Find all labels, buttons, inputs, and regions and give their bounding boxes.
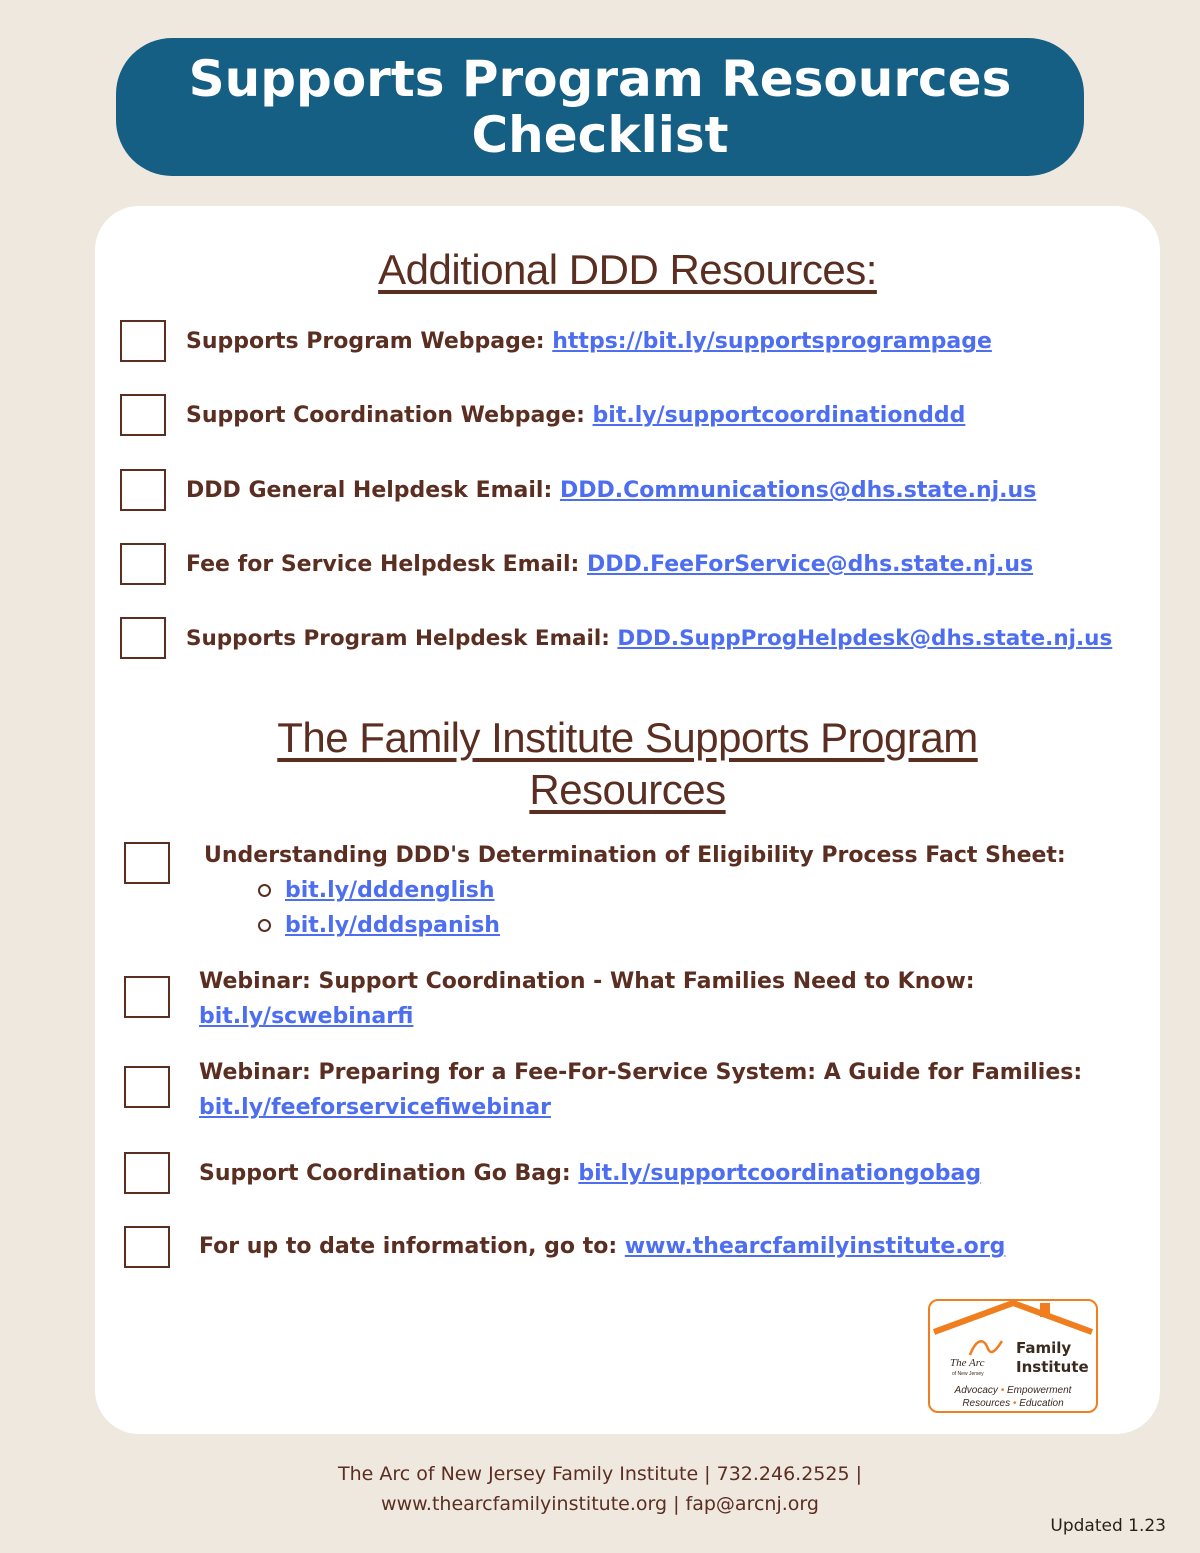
family-institute-logo: [928, 1299, 1098, 1413]
item-link[interactable]: bit.ly/supportcoordinationddd: [592, 403, 966, 428]
item-link[interactable]: bit.ly/scwebinarfi: [199, 1004, 414, 1029]
item-label: DDD General Helpdesk Email:: [186, 478, 553, 503]
item-link[interactable]: https://bit.ly/supportsprogrampage: [552, 329, 992, 354]
checklist-item: [124, 969, 975, 1034]
sub-list-item: [258, 908, 1066, 943]
logo-institute-text: Institute: [1016, 1358, 1089, 1376]
item-label: Support Coordination Webpage:: [186, 403, 585, 428]
item-label: Supports Program Helpdesk Email:: [186, 626, 610, 651]
bullet-icon: [258, 884, 271, 897]
checkbox[interactable]: [124, 1066, 170, 1108]
logo-resources: Resources: [962, 1398, 1011, 1409]
checkbox[interactable]: [124, 1226, 170, 1268]
checkbox[interactable]: [120, 320, 166, 362]
footer-line-1: The Arc of New Jersey Family Institute | 732.246.2525 |: [337, 1463, 863, 1485]
checklist-item: [124, 1226, 1005, 1268]
content-card: [95, 206, 1160, 1434]
checklist-item: [120, 394, 965, 436]
section-heading-ddd: Additional DDD Resources:: [378, 246, 877, 293]
updated-date: Updated 1.23: [1050, 1516, 1166, 1536]
checkbox[interactable]: [120, 543, 166, 585]
checklist-item: [124, 842, 1066, 943]
logo-arc-text: The Arc: [950, 1357, 985, 1369]
logo-arc-subtext: of New Jersey: [952, 1371, 984, 1377]
item-label: For up to date information, go to:: [199, 1234, 618, 1259]
logo-education: Education: [1019, 1398, 1064, 1409]
item-link[interactable]: DDD.FeeForService@dhs.state.nj.us: [586, 552, 1034, 577]
checkbox[interactable]: [120, 617, 166, 659]
checklist-item: [120, 617, 1112, 659]
item-link[interactable]: bit.ly/dddenglish: [285, 878, 495, 903]
logo-separator-icon: •: [1012, 1398, 1017, 1409]
checklist-item: [124, 1060, 1083, 1125]
item-link[interactable]: DDD.Communications@dhs.state.nj.us: [559, 478, 1037, 503]
checkbox[interactable]: [124, 842, 170, 884]
item-label: Understanding DDD's Determination of Eligibility Process Fact Sheet:: [204, 843, 1066, 868]
checkbox[interactable]: [120, 394, 166, 436]
checkbox[interactable]: [124, 1152, 170, 1194]
title-line-2: Checklist: [471, 106, 729, 164]
house-roof-icon: [928, 1299, 1098, 1339]
item-link[interactable]: bit.ly/supportcoordinationgobag: [578, 1161, 982, 1186]
item-label: Fee for Service Helpdesk Email:: [186, 552, 580, 577]
item-link[interactable]: bit.ly/feeforservicefiwebinar: [199, 1095, 551, 1120]
section-heading-line-2: Resources: [529, 766, 726, 813]
item-label: Webinar: Support Coordination - What Families Need to Know:: [199, 969, 975, 994]
item-link[interactable]: www.thearcfamilyinstitute.org: [624, 1234, 1006, 1259]
section-heading-family-institute: [95, 712, 1160, 816]
checklist-item: [124, 1152, 981, 1194]
item-label: Supports Program Webpage:: [186, 329, 545, 354]
checkbox[interactable]: [124, 976, 170, 1018]
item-link[interactable]: DDD.SuppProgHelpdesk@dhs.state.nj.us: [617, 626, 1113, 651]
item-link[interactable]: bit.ly/dddspanish: [285, 913, 500, 938]
title-line-1: Supports Program Resources: [188, 50, 1012, 108]
logo-empowerment: Empowerment: [1006, 1385, 1072, 1396]
logo-family-text: Family: [1016, 1339, 1072, 1357]
checkbox[interactable]: [120, 469, 166, 511]
title-banner: [116, 38, 1084, 176]
item-label: Webinar: Preparing for a Fee-For-Service System: A Guide for Families:: [199, 1060, 1083, 1085]
arc-swoosh-icon: [966, 1333, 1006, 1359]
checklist-item: [120, 320, 992, 362]
checklist-item: [120, 543, 1033, 585]
logo-separator-icon: •: [1000, 1385, 1005, 1396]
logo-advocacy: Advocacy: [954, 1385, 998, 1396]
section-heading-line-1: The Family Institute Supports Program: [277, 714, 978, 761]
checklist-item: [120, 469, 1036, 511]
item-label: Support Coordination Go Bag:: [199, 1161, 571, 1186]
footer-line-2: www.thearcfamilyinstitute.org | fap@arcnj.org: [381, 1493, 819, 1515]
bullet-icon: [258, 919, 271, 932]
sub-list-item: [258, 873, 1066, 908]
